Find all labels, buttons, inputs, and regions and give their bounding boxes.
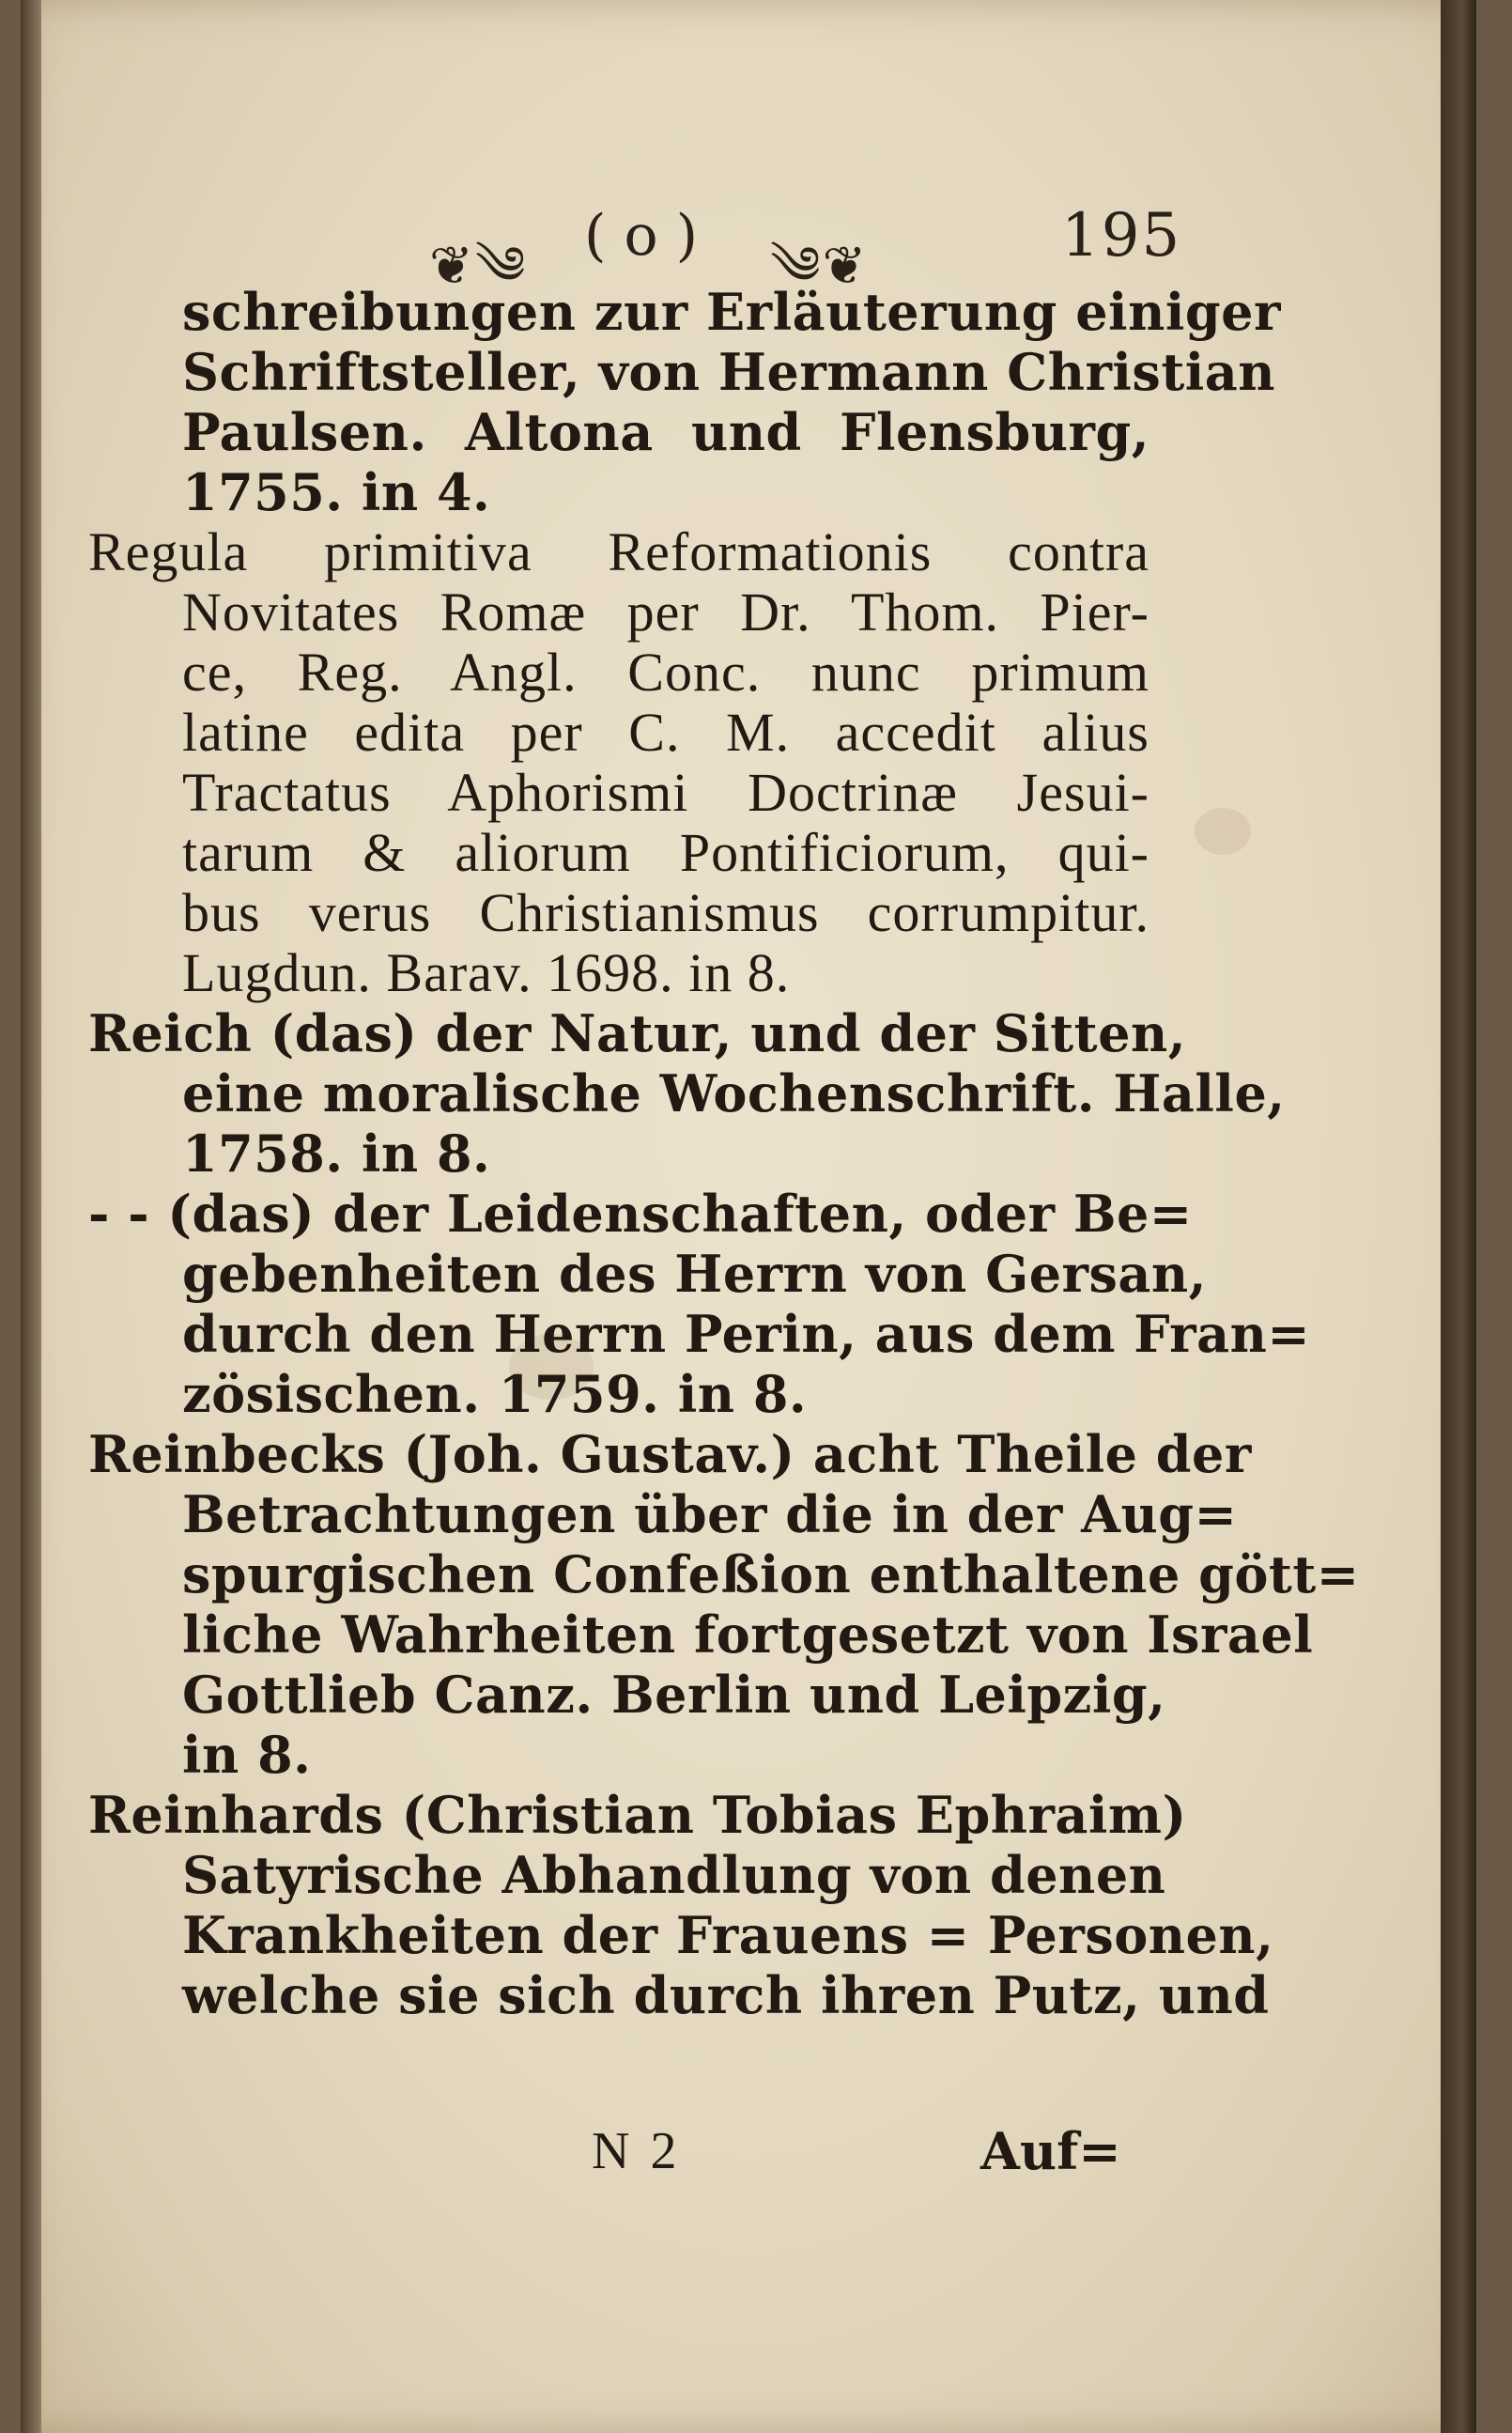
entry-line: Lugdun. Barav. 1698. in 8. <box>182 942 791 1003</box>
bibliography-entry <box>21 282 1476 522</box>
entry-line: spurgischen Confeßion enthaltene gött= <box>182 1544 1360 1604</box>
bibliography-entry <box>21 1003 1476 1184</box>
entry-line: Schriftsteller, von Hermann Christian <box>182 342 1276 402</box>
page-number: 195 <box>1061 201 1182 271</box>
entry-line: 1755. in 4. <box>182 462 491 522</box>
entry-line: durch den Herrn Perin, aus dem Fran= <box>182 1304 1311 1364</box>
bibliography-entry <box>21 522 1476 1003</box>
catchword: Auf= <box>980 2121 1121 2181</box>
entry-line: Reinhards (Christian Tobias Ephraim) <box>88 1785 1187 1845</box>
entry-line: Regula primitiva Reformationis contra <box>88 521 1149 582</box>
entry-line: Tractatus Aphorismi Doctrinæ Jesui- <box>182 762 1149 823</box>
page-header <box>21 197 1476 297</box>
header-mark: ( o ) <box>584 203 699 269</box>
bibliography-entry <box>21 1424 1476 1785</box>
page-footer <box>21 2121 1476 2187</box>
entry-line: Reinbecks (Joh. Gustav.) acht Theile der <box>88 1424 1252 1484</box>
entry-line: liche Wahrheiten fortgesetzt von Israel <box>182 1604 1314 1665</box>
entry-line: eine moralische Wochenschrift. Halle, <box>182 1063 1286 1124</box>
entry-line: ce, Reg. Angl. Conc. nunc primum <box>182 642 1149 703</box>
book-page <box>21 0 1476 2433</box>
entry-line: Betrachtungen über die in der Aug= <box>182 1484 1238 1544</box>
entry-line: latine edita per C. M. accedit alius <box>182 702 1149 763</box>
entry-line: - - (das) der Leidenschaften, oder Be= <box>88 1184 1193 1244</box>
bibliography-entry <box>21 1785 1476 2025</box>
entry-line: welche sie sich durch ihren Putz, und <box>182 1965 1270 2025</box>
entry-line: schreibungen zur Erläuterung einiger <box>182 282 1281 342</box>
entry-line: Satyrische Abhandlung von denen <box>182 1845 1166 1905</box>
entry-line: bus verus Christianismus corrumpitur. <box>182 882 1149 943</box>
bibliography-entries <box>21 282 1476 2025</box>
entry-line: Gottlieb Canz. Berlin und Leipzig, <box>182 1665 1166 1725</box>
entry-line: Reich (das) der Natur, und der Sitten, <box>88 1003 1187 1063</box>
entry-line: gebenheiten des Herrn von Gersan, <box>182 1244 1207 1304</box>
entry-line: Novitates Romæ per Dr. Thom. Pier- <box>182 581 1149 643</box>
entry-line: in 8. <box>182 1725 312 1785</box>
entry-line: 1758. in 8. <box>182 1124 491 1184</box>
entry-line: tarum & aliorum Pontificiorum, qui- <box>182 822 1149 883</box>
bibliography-entry <box>21 1184 1476 1424</box>
ornament-left-icon: ❦༄ <box>429 236 528 297</box>
entry-line: Krankheiten der Frauens = Personen, <box>182 1905 1274 1965</box>
entry-line: zösischen. 1759. in 8. <box>182 1364 808 1424</box>
signature-mark: N 2 <box>592 2122 681 2180</box>
entry-line: Paulsen. Altona und Flensburg, <box>182 402 1149 462</box>
ornament-right-icon: ༄❦ <box>770 236 869 297</box>
